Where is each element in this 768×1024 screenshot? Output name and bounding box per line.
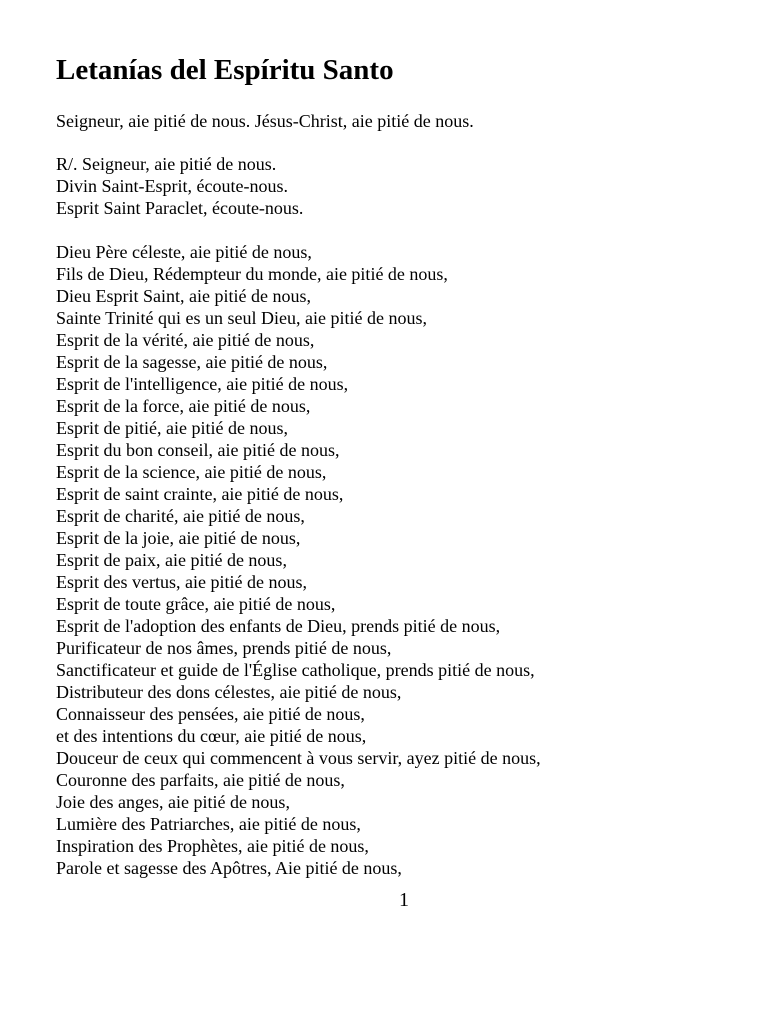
invocation-line: Esprit de l'intelligence, aie pitié de nous, xyxy=(56,374,349,394)
invocation-line: Inspiration des Prophètes, aie pitié de nous, xyxy=(56,836,369,856)
response-line: R/. Seigneur, aie pitié de nous. xyxy=(56,154,277,174)
invocation-line: Sainte Trinité qui es un seul Dieu, aie pitié de nous, xyxy=(56,308,427,328)
invocation-line: Esprit de la vérité, aie pitié de nous, xyxy=(56,330,315,350)
invocation-line: Douceur de ceux qui commencent à vous servir, ayez pitié de nous, xyxy=(56,748,541,768)
document-title: Letanías del Espíritu Santo xyxy=(56,54,394,86)
page-number: 1 xyxy=(399,889,409,911)
invocation-line: Purificateur de nos âmes, prends pitié de nous, xyxy=(56,638,392,658)
invocation-line: Dieu Esprit Saint, aie pitié de nous, xyxy=(56,286,311,306)
invocation-line: Esprit de la force, aie pitié de nous, xyxy=(56,396,311,416)
invocation-line: Esprit de la joie, aie pitié de nous, xyxy=(56,528,301,548)
invocation-line: Esprit de charité, aie pitié de nous, xyxy=(56,506,305,526)
invocation-line: Esprit de la sagesse, aie pitié de nous, xyxy=(56,352,328,372)
invocation-line: Esprit de l'adoption des enfants de Dieu, prends pitié de nous, xyxy=(56,616,501,636)
invocation-line: Parole et sagesse des Apôtres, Aie pitié de nous, xyxy=(56,858,402,878)
invocation-line: Esprit de saint crainte, aie pitié de nous, xyxy=(56,484,344,504)
invocation-line: Fils de Dieu, Rédempteur du monde, aie pitié de nous, xyxy=(56,264,448,284)
responses-block xyxy=(56,153,303,219)
invocation-line: Esprit du bon conseil, aie pitié de nous, xyxy=(56,440,340,460)
invocation-line: Esprit des vertus, aie pitié de nous, xyxy=(56,572,307,592)
invocation-line: Joie des anges, aie pitié de nous, xyxy=(56,792,290,812)
invocation-line: Esprit de pitié, aie pitié de nous, xyxy=(56,418,288,438)
response-line: Esprit Saint Paraclet, écoute-nous. xyxy=(56,198,304,218)
invocation-line: Dieu Père céleste, aie pitié de nous, xyxy=(56,242,312,262)
invocation-line: Esprit de toute grâce, aie pitié de nous, xyxy=(56,594,336,614)
response-line: Divin Saint-Esprit, écoute-nous. xyxy=(56,176,288,196)
invocation-line: Lumière des Patriarches, aie pitié de nous, xyxy=(56,814,361,834)
invocation-line: Connaisseur des pensées, aie pitié de nous, xyxy=(56,704,365,724)
invocation-line: Esprit de la science, aie pitié de nous, xyxy=(56,462,327,482)
invocation-line: et des intentions du cœur, aie pitié de nous, xyxy=(56,726,367,746)
invocations-block xyxy=(56,241,541,879)
invocation-line: Sanctificateur et guide de l'Église catholique, prends pitié de nous, xyxy=(56,660,535,680)
invocation-line: Couronne des parfaits, aie pitié de nous, xyxy=(56,770,345,790)
invocation-line: Distributeur des dons célestes, aie pitié de nous, xyxy=(56,682,402,702)
intro-line: Seigneur, aie pitié de nous. Jésus-Christ, aie pitié de nous. xyxy=(56,111,474,131)
invocation-line: Esprit de paix, aie pitié de nous, xyxy=(56,550,287,570)
